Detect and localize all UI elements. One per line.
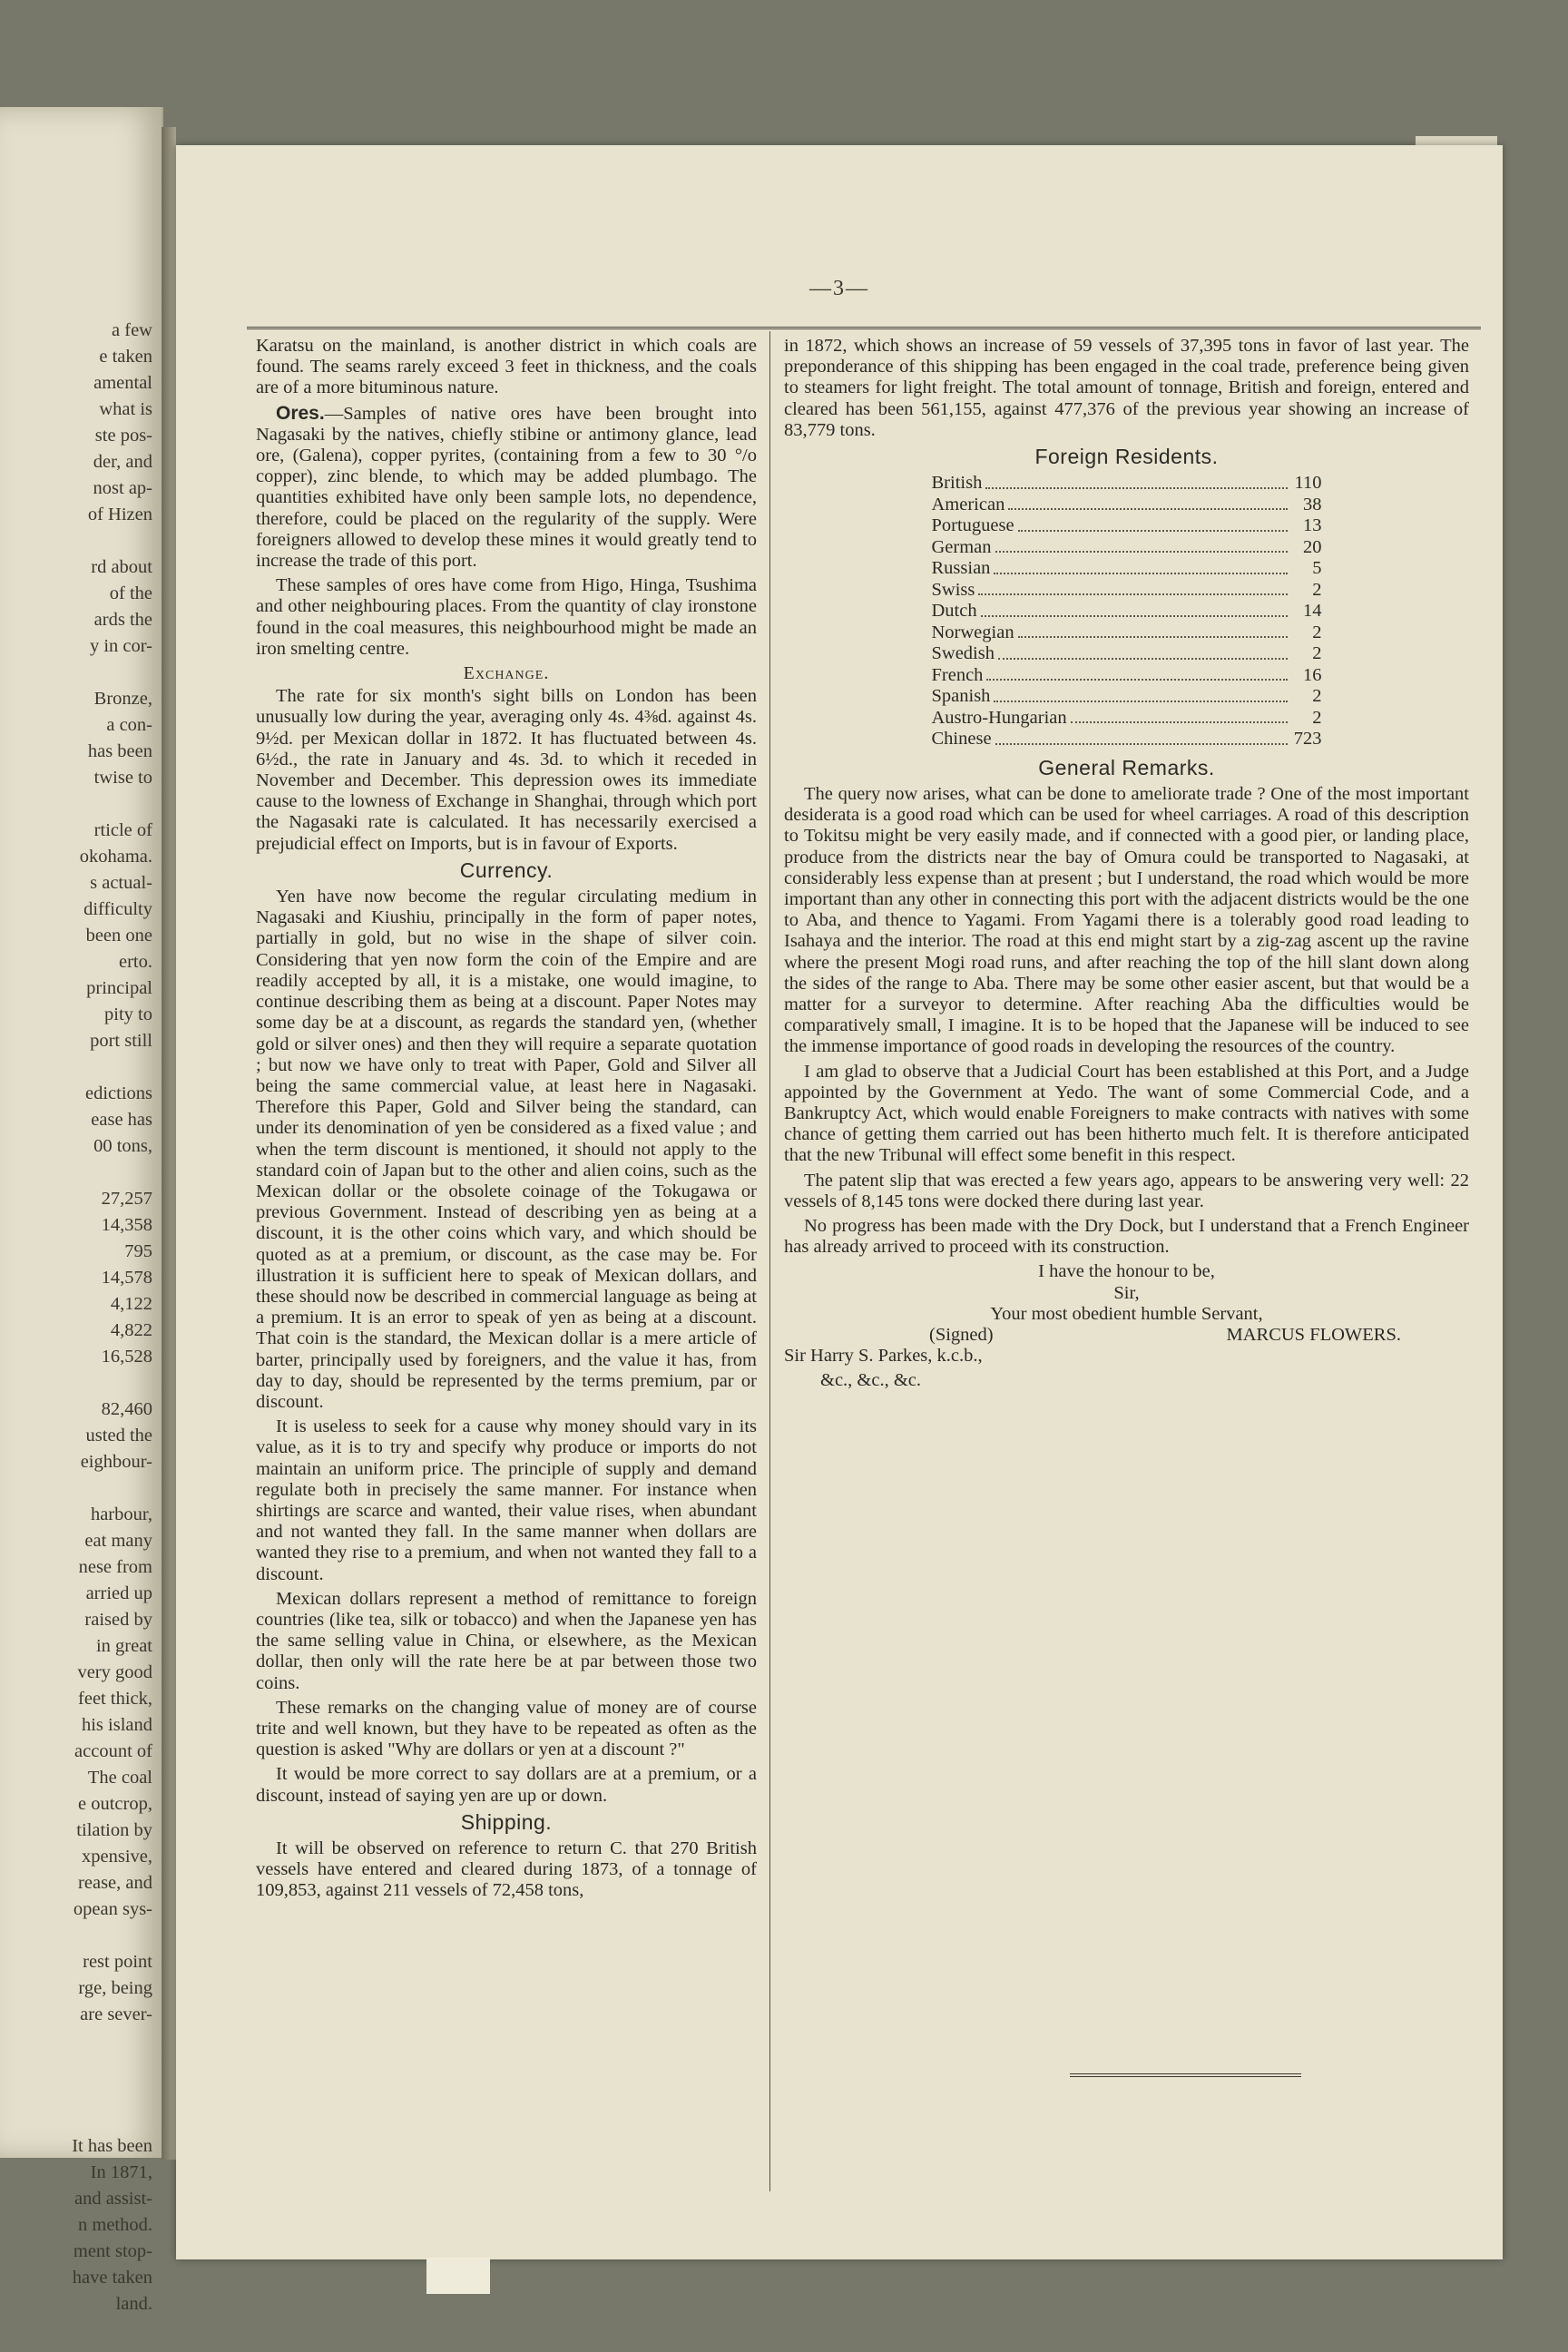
paragraph: No progress has been made with the Dry Dock, but I understand that a French Engineer has already arrived to proceed with its construction. <box>784 1215 1469 1258</box>
resident-nationality: Swedish <box>931 643 995 664</box>
resident-count: 2 <box>1312 643 1322 664</box>
paragraph: It will be observed on reference to return C. that 270 British vessels have entered and cleared during 1873, of a tonnage of 109,853, against 211 vessels of 72,458 tons, <box>256 1838 757 1901</box>
resident-nationality: German <box>931 536 992 557</box>
leader-dots <box>1071 708 1288 724</box>
section-heading-shipping: Shipping. <box>460 1809 553 1834</box>
paragraph: These samples of ores have come from Higo, Hinga, Tsushima and other neighbouring places. From the quantity of clay ironstone found in the coal measures, this neighbourhood might be made an iron smelting centre. <box>256 575 757 659</box>
resident-nationality: American <box>931 494 1005 514</box>
end-rule <box>1070 2073 1301 2077</box>
resident-nationality: British <box>931 473 983 494</box>
resident-row <box>932 665 1322 687</box>
signed-label: (Signed) <box>929 1325 994 1345</box>
resident-count: 723 <box>1293 729 1322 750</box>
leader-dots <box>1008 495 1287 511</box>
resident-row <box>932 643 1322 665</box>
resident-count: 2 <box>1312 579 1322 600</box>
header-rule <box>247 327 1481 333</box>
leader-dots <box>994 686 1287 702</box>
paragraph: I am glad to observe that a Judicial Court has been established at this Port, and a Judge appointed by the Government at Yedo. The want of some Commercial Code, and a Bankruptcy Act, which would enable Foreigners to make contracts with natives with some chance of getting them carried out has been hitherto much felt. It is therefore anticipated that the new Tribunal will effect some benefit in this respect. <box>784 1061 1469 1166</box>
paragraph: Yen have now become the regular circulating medium in Nagasaki and Kiushiu, principally in the form of paper notes, partially in gold, but no wise in the shape of silver coin. Considering that yen now form the coin of the Empire and are readily accepted by all, it is a mistake, one would imagine, to continue describing them as being at a discount. Paper Notes may some day be at a discount, as regards the standard yen, (whether gold or silver ones) and then they will require a separate quotation ; but now we have only to treat with Paper, Gold and Silver all being the same commercial value, at least here in Nagasaki. Therefore this Paper, Gold and Silver being the standard, can under its denomination of yen be considered as a fixed value ; and when the term discount is mentioned, it should not apply to the standard coin of Japan but to the other and alien coins, such as the Mexican dollar or the obsolete coinage of the Tokugawa or previous Government. Instead of describing yen as being at a discount, it is the other coins which vary, and which should be quoted as at a premium, or discount, as the case may be. For illustration it is sufficient here to speak of Mexican dollars, and these should now be described in commercial language as being at a premium. It is an error to speak of yen as being at a discount. That coin is the standard, the Mexican dollar is a mere article of barter, principally used by foreigners, and the value it has, from day to day, should be represented by the terms premium, par or discount. <box>256 887 757 1412</box>
paper-tab <box>426 2258 490 2294</box>
leader-dots <box>1018 622 1288 639</box>
facing-page <box>0 107 163 2314</box>
leader-dots <box>985 473 1287 489</box>
section-heading-ores: Ores. <box>276 402 325 424</box>
resident-count: 16 <box>1303 664 1322 685</box>
paragraph: The patent slip that was erected a few years ago, appears to be answering very well: 22 vessels of 8,145 tons were docked there during last year. <box>784 1170 1469 1211</box>
resident-row <box>932 729 1322 750</box>
section-heading-residents: Foreign Residents. <box>1034 445 1219 469</box>
resident-count: 5 <box>1312 558 1322 579</box>
paragraph: in 1872, which shows an increase of 59 vessels of 37,395 tons in favor of last year. The preponderance of this shipping has been engaged in the coal trade, preference being given to steamers for light freight. The total amount of tonnage, British and foreign, entered and cleared has been 561,155, against 477,376 of the previous year showing an increase of 83,779 tons. <box>784 336 1469 440</box>
leader-dots <box>994 558 1287 574</box>
column-separator <box>769 331 770 2191</box>
resident-row <box>932 708 1322 730</box>
resident-nationality: Portuguese <box>931 515 1014 536</box>
section-heading-exchange: Exchange. <box>463 663 550 684</box>
paragraph: It would be more correct to say dollars are at a premium, or a discount, instead of saying yen are up or down. <box>256 1764 757 1806</box>
page-number: —3— <box>809 277 869 300</box>
resident-count: 14 <box>1303 601 1322 622</box>
closing-line: I have the honour to be, <box>1038 1261 1215 1282</box>
resident-count: 110 <box>1294 473 1322 494</box>
recipient: Sir Harry S. Parkes, k.c.b., <box>784 1346 983 1367</box>
resident-nationality: Dutch <box>931 601 977 622</box>
paragraph: The rate for six month's sight bills on London has been unusually low during the year, averaging only 4s. 4⅜d. against 4s. 9½d. per Mexican dollar in 1872. It has fluctuated between 4s. 6½d., the rate in January and 4s. 3d. to which it receded in November and December. This depression owes its immediate cause to the lowness of Exchange in Shanghai, through which port the Nagasaki rate is calculated. It has necessarily exercised a prejudicial effect on Imports, but is in favour of Exports. <box>256 686 757 854</box>
closing-servant: Your most obedient humble Servant, <box>990 1303 1263 1324</box>
book-gutter <box>162 127 176 2160</box>
resident-nationality: Russian <box>931 558 991 579</box>
resident-nationality: Swiss <box>931 579 975 600</box>
resident-nationality: Spanish <box>931 686 991 707</box>
leader-dots <box>995 729 1288 745</box>
recipient-etc: &c., &c., &c. <box>820 1370 922 1391</box>
left-column <box>256 336 757 1906</box>
leader-dots <box>978 580 1287 596</box>
resident-count: 20 <box>1303 536 1322 557</box>
paragraph-ores <box>256 403 757 573</box>
resident-nationality: Norwegian <box>931 622 1014 642</box>
section-heading-remarks: General Remarks. <box>1038 755 1215 779</box>
resident-count: 2 <box>1312 686 1322 707</box>
resident-nationality: French <box>931 664 984 685</box>
resident-row <box>932 537 1322 559</box>
resident-count: 38 <box>1303 494 1322 514</box>
paragraph-text: —Samples of native ores have been brought into Nagasaki by the natives, chiefly stibine or antimony glance, lead ore, (Galena), copper pyrites, (containing from a few to 30 °/o copper), zinc blende, to which may be added plumbago. The quantities exhibited have only been sample lots, no dependence, therefore, could be placed on the regularity of the supply. Were foreigners allowed to develop these mines it would greatly tend to increase the trade of this port. <box>256 403 757 572</box>
signature-line <box>929 1325 1401 1346</box>
closing-salutation: Sir, <box>1113 1282 1140 1303</box>
paragraph: The query now arises, what can be done to ameliorate trade ? One of the most important desiderata is a good road which can be used for wheel carriages. A road of this description to Tokitsu might be very easily made, and if connected with a good pier, or landing place, produce from the districts near the bay of Omura could be transported to Nagasaki, at considerably less expense than at present ; but I understand, the road which would be more important than any other in connecting this port with the adjacent districts would be the one to Aba, and thence to Yagami. From Yagami there is a tolerably good road leading to Isahaya and the interior. The road at this end might start by a zig-zag ascent up the ravine where the present Mogi road runs, and after reaching the top of the hill slant down along the sides of the range to Aba. There may be some other easier ascent, but that would be a matter for a surveyor to determine. After reaching Aba the difficulties would be comparatively small, I imagine. It is to be hoped that the Japanese will be induced to see the immense importance of good roads in developing the resources of the country. <box>784 783 1469 1057</box>
resident-row <box>932 558 1322 580</box>
resident-row <box>932 686 1322 708</box>
resident-count: 2 <box>1312 622 1322 642</box>
resident-count: 13 <box>1303 515 1322 536</box>
right-column <box>784 336 1469 1396</box>
paragraph: Karatsu on the mainland, is another district in which coals are found. The seams rarely exceed 3 feet in thickness, and the coals are of a more bituminous nature. <box>256 336 757 398</box>
facing-page-text: a few e taken amental what is ste pos- der, and nost ap- of Hizen rd about of the ards the y in cor- Bronze, a con- has been twise to rticle of okohama. s actual- difficulty been one erto. principal pity to port still edictions ease has 00 tons, 27,257 14,358 795 14,578 4,122 4,822 16,528 82,460 usted the eighbour- harbour, eat many nese from arried up raised by in great very good feet thick, his island account of The coal e outcrop, tilation by xpensive, rease, and opean sys- rest point rge, being are sever- It has been In 1871, and assist- n method. ment stop- have taken land. <box>72 320 152 2314</box>
paragraph: Mexican dollars represent a method of remittance to foreign countries (like tea, silk or tobacco) and when the Japanese yen has the same selling value in China, or elsewhere, as the Mexican dollar, then only will the rate here be at par between those two coins. <box>256 1588 757 1693</box>
leader-dots <box>998 643 1288 660</box>
leader-dots <box>986 665 1287 681</box>
resident-count: 2 <box>1312 707 1322 728</box>
resident-row <box>932 473 1322 495</box>
leader-dots <box>995 537 1288 554</box>
resident-nationality: Austro-Hungarian <box>931 707 1067 728</box>
paragraph: It is useless to seek for a cause why money should vary in its value, as it is to try and specify why produce or imports do not maintain an uniform price. The principle of supply and demand regulate both in precisely the same manner. For instance when shirtings are scarce and wanted, their value rises, when abundant and not wanted they fall. In the same manner when dollars are wanted they rise to a premium, and when not wanted they fall to a discount. <box>256 1416 757 1584</box>
resident-row <box>932 580 1322 602</box>
document-page <box>176 145 1503 2259</box>
residents-table <box>932 473 1322 750</box>
paragraph: These remarks on the changing value of money are of course trite and well known, but they have to be repeated as often as the question is asked "Why are dollars or yen at a discount ?" <box>256 1697 757 1760</box>
leader-dots <box>1018 515 1288 532</box>
resident-row <box>932 622 1322 644</box>
signer-name: MARCUS FLOWERS. <box>1226 1325 1401 1345</box>
resident-row <box>932 515 1322 537</box>
leader-dots <box>981 601 1288 617</box>
section-heading-currency: Currency. <box>459 858 554 882</box>
resident-row <box>932 601 1322 622</box>
resident-nationality: Chinese <box>931 729 992 750</box>
resident-row <box>932 495 1322 516</box>
